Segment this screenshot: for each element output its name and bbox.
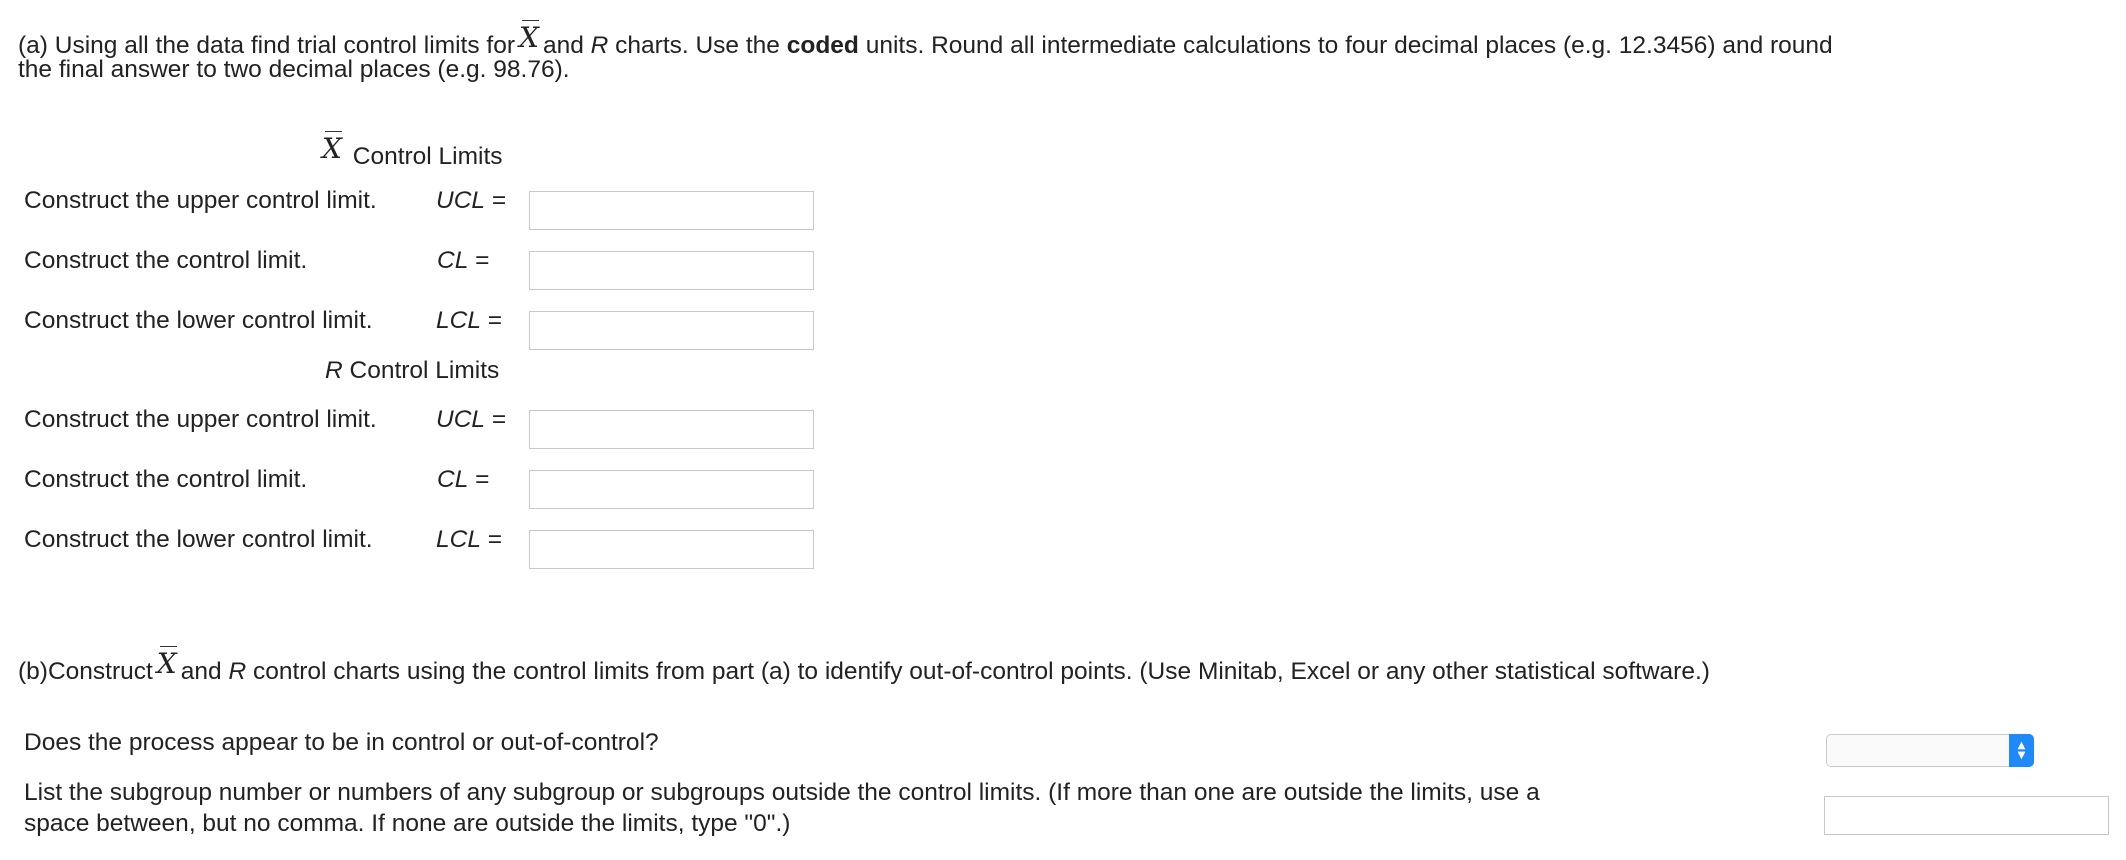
r-cl-input[interactable] xyxy=(529,470,814,509)
x-bar-symbol: X xyxy=(519,21,539,54)
r-lcl-eq: LCL = xyxy=(436,526,503,553)
xbar-lcl-eq: LCL = xyxy=(436,307,503,334)
xbar-cl-eq: CL = xyxy=(437,247,490,274)
r-ucl-eq: UCL = xyxy=(436,406,507,433)
xbar-ucl-input[interactable] xyxy=(529,191,814,230)
xbar-cl-input[interactable] xyxy=(529,251,814,290)
r-ucl-label: Construct the upper control limit. xyxy=(24,406,377,433)
coded-emphasis: coded xyxy=(786,32,859,59)
process-control-question: Does the process appear to be in control or out-of-control? xyxy=(24,729,659,756)
xbar-lcl-input[interactable] xyxy=(529,311,814,350)
xbar-ucl-eq: UCL = xyxy=(436,187,507,214)
r-cl-label: Construct the control limit. xyxy=(24,466,308,493)
r-ucl-input[interactable] xyxy=(529,410,814,449)
part-a-instructions: (a) Using all the data find trial control limits for X and R charts. Use the coded units. Round all intermediate calculations to four decimal places (e.g. 12.3456) and round xyxy=(18,21,1833,59)
r-cl-eq: CL = xyxy=(437,466,490,493)
r-lcl-label: Construct the lower control limit. xyxy=(24,526,373,553)
subgroup-list-input[interactable] xyxy=(1824,796,2109,835)
xbar-ucl-label: Construct the upper control limit. xyxy=(24,187,377,214)
xbar-lcl-label: Construct the lower control limit. xyxy=(24,307,373,334)
r-control-limits-heading: R Control Limits xyxy=(325,357,500,384)
r-lcl-input[interactable] xyxy=(529,530,814,569)
select-arrows-icon[interactable]: ▲ ▼ xyxy=(2009,734,2034,767)
x-bar-symbol: X xyxy=(156,647,177,680)
xbar-control-limits-heading: X Control Limits xyxy=(322,132,503,170)
x-bar-symbol: X xyxy=(322,132,342,165)
subgroup-list-instructions: List the subgroup number or numbers of any subgroup or subgroups outside the control limits. (If more than one are outside the limits, use a space between, but no comma. If none are outside the limits, type "0".) xyxy=(24,779,1540,837)
part-a-instructions-line2: the final answer to two decimal places (e.g. 98.76). xyxy=(18,56,570,83)
process-control-select[interactable] xyxy=(1826,734,2034,767)
xbar-cl-label: Construct the control limit. xyxy=(24,247,308,274)
part-b-instructions: (b)Construct X and R control charts using the control limits from part (a) to identify out-of-control points. (Use Minitab, Excel or any other statistical software.) xyxy=(18,647,1710,685)
